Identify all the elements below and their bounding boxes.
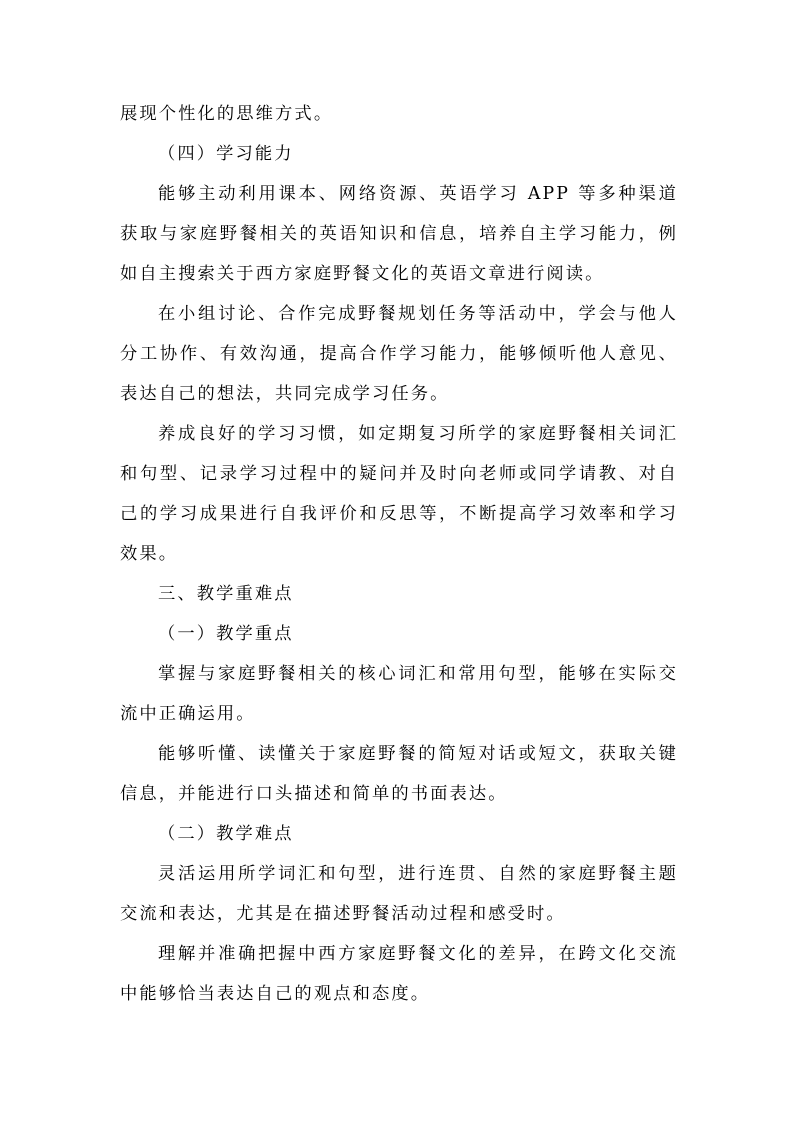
section-heading-key-difficulties: 三、教学重难点 bbox=[158, 584, 294, 604]
paragraph-cooperative-learning: 在小组讨论、合作完成野餐规划任务等活动中，学会与他人分工协作、有效沟通，提高合作学习能力，能够倾听他人意见、表达自己的想法，共同完成学习任务。 bbox=[120, 304, 678, 404]
paragraph-key-point-2: 能够听懂、读懂关于家庭野餐的简短对话或短文，获取关键信息，并能进行口头描述和简单的书面表达。 bbox=[120, 744, 678, 804]
paragraph-study-habits: 养成良好的学习习惯，如定期复习所学的家庭野餐相关词汇和句型、记录学习过程中的疑问并及时向老师或同学请教、对自己的学习成果进行自我评价和反思等，不断提高学习效率和学习效果。 bbox=[120, 424, 678, 564]
paragraph-key-point-1: 掌握与家庭野餐相关的核心词汇和常用句型，能够在实际交流中正确运用。 bbox=[120, 664, 678, 724]
subheading-difficulties: （二）教学难点 bbox=[158, 824, 294, 844]
document-page bbox=[120, 94, 678, 1014]
paragraph-continuation: 展现个性化的思维方式。 bbox=[120, 104, 334, 124]
paragraph-difficulty-1: 灵活运用所学词汇和句型，进行连贯、自然的家庭野餐主题交流和表达，尤其是在描述野餐活动过程和感受时。 bbox=[120, 864, 678, 924]
paragraph-difficulty-2: 理解并准确把握中西方家庭野餐文化的差异，在跨文化交流中能够恰当表达自己的观点和态度。 bbox=[120, 944, 678, 1004]
subheading-key-points: （一）教学重点 bbox=[158, 624, 294, 644]
paragraph-self-learning: 能够主动利用课本、网络资源、英语学习 APP 等多种渠道获取与家庭野餐相关的英语知识和信息，培养自主学习能力，例如自主搜索关于西方家庭野餐文化的英语文章进行阅读。 bbox=[120, 184, 678, 284]
section-heading-learning-ability: （四）学习能力 bbox=[158, 144, 294, 164]
